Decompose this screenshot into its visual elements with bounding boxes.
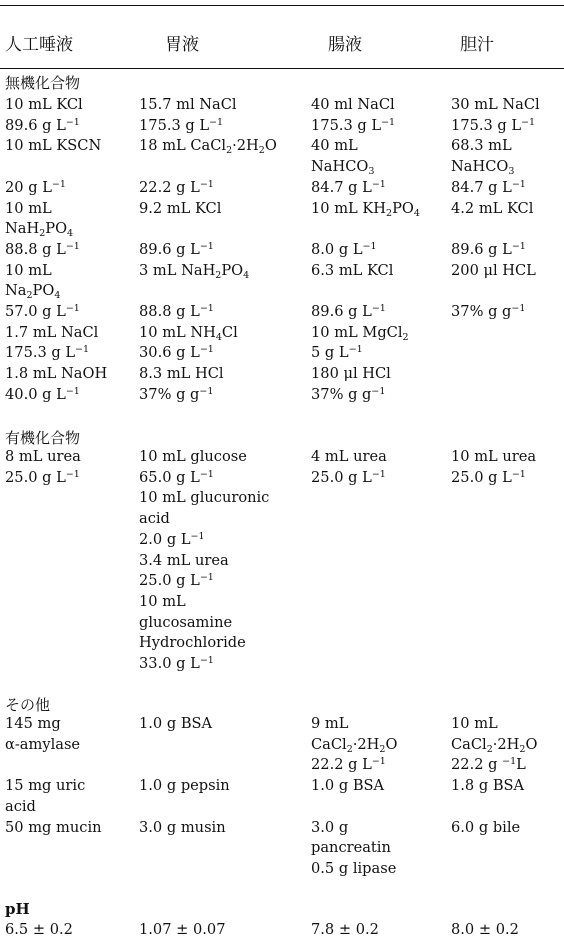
cell-line: NaHCO$_3$	[451, 158, 515, 178]
cell-line: 37% g $g^{-1}$	[311, 385, 386, 403]
table-cell	[451, 136, 514, 177]
cell-line: 6.5 ± 0.2	[5, 921, 73, 938]
table-cell	[311, 818, 396, 880]
cell-line: 10 mL KSCN	[5, 137, 102, 155]
cell-line: 25.0 g $L^{-1}$	[5, 468, 80, 486]
table-cell	[5, 261, 60, 302]
table-cell	[5, 323, 98, 344]
cell-line: 30 mL NaCl	[451, 96, 540, 113]
table-cell	[451, 178, 526, 199]
cell-line: 68.3 mL	[451, 137, 512, 155]
table-cell	[451, 468, 526, 489]
table-cell	[311, 261, 393, 282]
cell-line: 40 mL	[311, 137, 358, 155]
cell-line: 9 mL	[311, 715, 349, 732]
cell-line: 10 mL	[139, 592, 186, 610]
cell-line: 22.2 g $^{-1}$L	[451, 756, 526, 774]
table-cell	[5, 447, 81, 468]
cell-line: 50 mg mucin	[5, 818, 102, 836]
table-cell	[5, 385, 80, 406]
table-cell	[139, 714, 212, 735]
cell-line: 175.3 g $L^{-1}$	[311, 116, 396, 134]
table-cell	[451, 95, 540, 116]
table-cell	[139, 323, 238, 344]
cell-line: 84.7 g $L^{-1}$	[311, 178, 386, 196]
table-cell	[139, 551, 229, 572]
cell-line: 89.6 g $L^{-1}$	[451, 240, 526, 258]
table-cell	[139, 178, 214, 199]
cell-line: $CaCl_2\cdot 2H_2O$	[311, 735, 398, 755]
table-top-rule	[0, 5, 564, 6]
table-cell	[311, 199, 420, 220]
cell-line: 57.0 g $L^{-1}$	[5, 303, 80, 320]
header-artificial-saliva: 人工唾液	[5, 35, 73, 55]
table-cell	[139, 447, 247, 468]
table-cell	[5, 116, 80, 137]
table-cell	[139, 530, 205, 551]
cell-line: 37% g $g^{-1}$	[451, 303, 526, 320]
section-title-organic: 有機化合物	[5, 429, 81, 447]
cell-line: pancreatin	[311, 839, 391, 857]
table-cell	[451, 714, 537, 776]
cell-line: 5 g $L^{-1}$	[311, 344, 363, 362]
header-intestinal-juice: 腸液	[328, 35, 362, 55]
cell-line: 180 μl HCl	[311, 365, 391, 383]
table-cell	[451, 776, 524, 797]
cell-line: 1.8 g BSA	[451, 777, 525, 795]
table-cell	[139, 95, 237, 116]
table-cell	[311, 447, 387, 468]
table-cell	[5, 776, 85, 817]
cell-line: 6.0 g bile	[451, 818, 521, 836]
cell-line: 1.0 g BSA	[311, 777, 385, 795]
cell-line: 22.2 g $L^{-1}$	[311, 756, 386, 774]
table-cell	[451, 920, 519, 941]
cell-line: 10 mL urea	[451, 448, 537, 465]
cell-line: 25.0 g $L^{-1}$	[451, 468, 526, 486]
section-title-other: その他	[5, 696, 51, 714]
table-cell	[311, 920, 379, 941]
table-cell	[139, 261, 249, 282]
table-cell	[139, 571, 214, 592]
table-cell	[451, 447, 536, 468]
cell-line: 25.0 g $L^{-1}$	[139, 572, 214, 590]
cell-line: 9.2 mL KCl	[139, 199, 222, 217]
cell-line: 10 mL	[451, 715, 498, 732]
cell-line: 22.2 g $L^{-1}$	[139, 178, 214, 196]
table-cell	[451, 818, 520, 839]
cell-line: 6.3 mL KCl	[311, 261, 394, 279]
cell-line: 3 mL $NaH_2PO_4$	[139, 261, 250, 281]
cell-line: 89.6 g $L^{-1}$	[5, 116, 80, 134]
cell-line: Hydrochloride	[139, 634, 246, 652]
table-cell	[139, 776, 230, 797]
table-cell	[311, 240, 377, 261]
cell-line: 10 mL $NH_4Cl$	[139, 323, 238, 343]
cell-line: 175.3 g $L^{-1}$	[5, 344, 90, 362]
cell-line: 1.7 mL NaCl	[5, 323, 99, 341]
table-cell	[5, 199, 73, 240]
cell-line: acid	[139, 510, 170, 528]
cell-line: 20 g $L^{-1}$	[5, 178, 66, 196]
table-cell	[451, 240, 526, 261]
cell-line: 1.0 g pepsin	[139, 777, 230, 795]
cell-line: 1.07 ± 0.07	[139, 921, 226, 938]
cell-line: 3.4 mL urea	[139, 551, 229, 569]
table-cell	[5, 240, 80, 261]
table-cell	[311, 776, 384, 797]
table-cell	[311, 385, 385, 406]
table-cell	[311, 302, 386, 323]
table-cell	[311, 116, 395, 137]
cell-line: 175.3 g $L^{-1}$	[451, 116, 536, 134]
table-cell	[139, 818, 226, 839]
cell-line: $Na_2PO_4$	[5, 282, 61, 302]
cell-line: 37% g $g^{-1}$	[139, 385, 214, 403]
cell-line: 1.8 mL NaOH	[5, 365, 108, 383]
table-cell	[311, 364, 391, 385]
table-cell	[5, 818, 102, 839]
table-cell	[5, 364, 107, 385]
table-cell	[139, 343, 214, 364]
table-cell	[451, 302, 525, 323]
cell-line: 145 mg	[5, 715, 61, 732]
table-cell	[5, 178, 66, 199]
cell-line: 7.8 ± 0.2	[311, 921, 379, 938]
table-cell	[139, 468, 214, 489]
table-cell	[311, 136, 374, 177]
cell-line: glucosamine	[139, 613, 233, 631]
table-cell	[5, 95, 83, 116]
cell-line: 175.3 g $L^{-1}$	[139, 116, 224, 134]
table-cell	[451, 261, 536, 282]
table-cell	[139, 654, 214, 675]
cell-line: 10 mL	[5, 199, 52, 217]
table-cell	[311, 343, 363, 364]
cell-line: 4.2 mL KCl	[451, 199, 534, 217]
cell-line: 89.6 g $L^{-1}$	[139, 240, 214, 258]
cell-line: acid	[5, 797, 36, 815]
cell-line: 10 mL $KH_2PO_4$	[311, 199, 420, 219]
cell-line: $CaCl_2\cdot 2H_2O$	[451, 735, 538, 755]
table-cell	[311, 178, 386, 199]
cell-line: 15.7 ml NaCl	[139, 96, 237, 113]
header-bile: 胆汁	[460, 35, 494, 55]
table-cell	[5, 136, 101, 157]
table-cell	[139, 364, 224, 385]
cell-line: $NaH_2PO_4$	[5, 220, 74, 240]
cell-line: 1.0 g BSA	[139, 715, 213, 732]
table-cell	[5, 714, 80, 755]
section-title-inorganic: 無機化合物	[5, 74, 81, 92]
table-cell	[139, 136, 277, 157]
table-cell	[139, 385, 213, 406]
cell-line: 88.8 g $L^{-1}$	[5, 240, 80, 258]
cell-line: 10 mL	[5, 261, 52, 279]
cell-line: 8.3 mL HCl	[139, 365, 224, 383]
cell-line: 84.7 g $L^{-1}$	[451, 178, 526, 196]
table-cell	[311, 323, 409, 344]
cell-line: 3.0 g musin	[139, 818, 226, 836]
cell-line: 18 mL $CaCl_2\cdot 2H_2O$	[139, 137, 277, 157]
cell-line: 25.0 g $L^{-1}$	[311, 468, 386, 486]
table-cell	[139, 199, 221, 220]
cell-line: 89.6 g $L^{-1}$	[311, 303, 386, 320]
table-cell	[311, 468, 386, 489]
table-cell	[311, 95, 395, 116]
cell-line: 40 ml NaCl	[311, 96, 395, 113]
cell-line: 10 mL MgCl$_2$	[311, 323, 409, 343]
cell-line: 3.0 g	[311, 818, 349, 836]
cell-line: 0.5 g lipase	[311, 859, 397, 877]
table-cell	[311, 714, 397, 776]
table-cell	[139, 488, 269, 529]
table-cell	[139, 592, 246, 654]
table-cell	[139, 302, 214, 323]
cell-line: 4 mL urea	[311, 448, 387, 465]
cell-line: 30.6 g $L^{-1}$	[139, 344, 214, 362]
table-cell	[5, 302, 80, 323]
table-cell	[5, 920, 73, 941]
section-title-ph: pH	[5, 900, 30, 918]
table-cell	[451, 116, 535, 137]
cell-line: 2.0 g $L^{-1}$	[139, 530, 205, 548]
cell-line: 10 mL KCl	[5, 96, 83, 113]
table-cell	[5, 468, 80, 489]
table-cell	[139, 116, 223, 137]
cell-line: 8.0 ± 0.2	[451, 921, 519, 938]
table-cell	[139, 240, 214, 261]
header-bottom-rule	[0, 68, 564, 69]
cell-line: 8 mL urea	[5, 448, 81, 465]
cell-line: α-amylase	[5, 735, 81, 753]
table-cell	[451, 199, 533, 220]
cell-line: 40.0 g $L^{-1}$	[5, 385, 80, 403]
cell-line: 200 μl HCL	[451, 261, 536, 279]
table-cell	[139, 920, 226, 941]
cell-line: NaHCO$_3$	[311, 158, 375, 178]
cell-line: 10 mL glucuronic	[139, 489, 270, 507]
cell-line: 33.0 g $L^{-1}$	[139, 655, 214, 672]
cell-line: 65.0 g $L^{-1}$	[139, 468, 214, 486]
table-cell	[5, 343, 89, 364]
cell-line: 10 mL glucose	[139, 448, 247, 465]
cell-line: 15 mg uric	[5, 777, 86, 795]
header-gastric-juice: 胃液	[165, 35, 199, 55]
cell-line: 88.8 g $L^{-1}$	[139, 303, 214, 320]
cell-line: 8.0 g $L^{-1}$	[311, 240, 377, 258]
